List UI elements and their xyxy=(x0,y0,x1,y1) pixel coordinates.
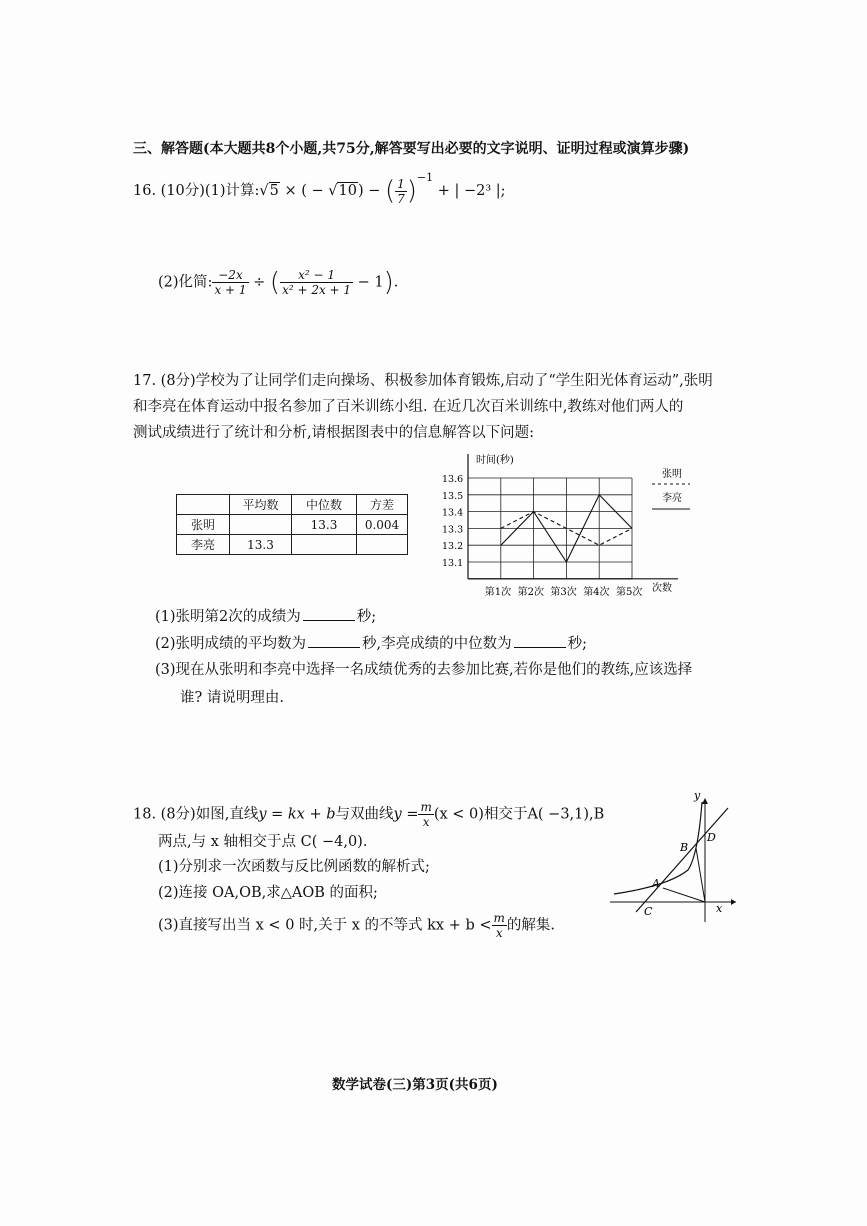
table-header-cell: 方差 xyxy=(357,495,408,515)
y-tick-label: 13.6 xyxy=(442,474,464,485)
q16-part2-prefix: (2)化简: xyxy=(158,274,213,291)
x-tick-label: 第5次 xyxy=(616,586,643,598)
q18-frac-num: m xyxy=(420,800,432,814)
q18-intro: 18. (8分)如图,直线 xyxy=(133,806,259,823)
chart-xlabel: 次数 xyxy=(652,583,672,594)
q16-part1: 16. (10分)(1)计算:√5 × ( − √10) − ( $\frac{1}{7}$ )$^{-1}$ + | −2³ |; xyxy=(133,171,506,206)
q16-prefix: 16. (10分)(1)计算: xyxy=(133,183,260,199)
chart-xticks xyxy=(485,585,643,598)
score-table xyxy=(176,494,408,555)
segment-ob xyxy=(696,848,705,902)
y-tick-label: 13.4 xyxy=(442,507,464,519)
q16-end: . xyxy=(393,274,399,291)
q18-line2: 两点,与 x 轴相交于点 C( −4,0). xyxy=(158,834,368,850)
label-b: B xyxy=(680,841,689,854)
q17-sub1-unit: 秒; xyxy=(356,609,377,625)
q17-sub2-text: (2)张明成绩的平均数为 xyxy=(155,636,307,652)
table-cell: 李亮 xyxy=(177,535,230,555)
table-cell xyxy=(357,535,408,555)
q17-line1: 17. (8分)学校为了让同学们走向操场、积极参加体育锻炼,启动了“学生阳光体育运动”,张明 xyxy=(133,373,713,389)
q17-sub1 xyxy=(155,606,376,627)
q18-frac-den: x xyxy=(422,815,430,829)
table-header-cell: 平均数 xyxy=(230,495,292,515)
label-c: C xyxy=(644,905,653,918)
table-header-cell xyxy=(177,495,230,515)
q18-yeq: y = xyxy=(393,806,419,823)
q18-line3: (1)分别求一次函数与反比例函数的解析式; xyxy=(158,859,430,875)
q18-ineq: (3)直接写出当 x < 0 时,关于 x 的不等式 kx + b < xyxy=(158,917,492,934)
y-axis-arrow xyxy=(702,798,708,804)
q16-exp: −1 xyxy=(416,171,434,184)
q18-line1 xyxy=(133,800,604,829)
page-footer: 数学试卷(三)第3页(共6页) xyxy=(332,1077,498,1093)
q16-abs: + | −2³ |; xyxy=(437,183,506,199)
q16-frac-den: 7 xyxy=(397,191,405,206)
q16-f2-den: x² + 2x + 1 xyxy=(282,283,352,297)
q17-sub3: (3)现在从张明和李亮中选择一名成绩优秀的去参加比赛,若你是他们的教练,应该选择 xyxy=(155,662,693,678)
q17-sub2 xyxy=(155,633,587,654)
y-tick-label: 13.1 xyxy=(442,558,464,569)
q18-ineq-num: m xyxy=(493,911,505,925)
q16-part2: (2)化简: $\frac{-2x}{x + 1}$ ÷ ( $\frac{\text{x² − 1}}{\text{x² + 2x + 1}}$ − 1). xyxy=(158,267,399,298)
answer-blank xyxy=(514,633,566,648)
q18-line5 xyxy=(158,911,555,940)
label-x: x xyxy=(716,902,723,915)
q17-sub3-cont: 谁? 请说明理由. xyxy=(180,690,284,706)
q16-sqrt5: 5 xyxy=(269,183,279,199)
table-cell xyxy=(230,515,292,535)
legend-label-zhangming: 张明 xyxy=(662,469,682,480)
table-row xyxy=(177,495,408,515)
q18-line-eq: y = kx + b xyxy=(258,806,336,823)
q16-f1-den: x + 1 xyxy=(214,283,247,297)
table-cell: 0.004 xyxy=(357,515,408,535)
x-tick-label: 第1次 xyxy=(484,586,512,598)
q17-line2: 和李亮在体育运动中报名参加了百米训练小组. 在近几次百米训练中,教练对他们两人的 xyxy=(133,399,684,415)
x-tick-label: 第4次 xyxy=(583,586,610,598)
q16-f2-num: x² − 1 xyxy=(280,268,353,283)
label-d: D xyxy=(707,831,716,844)
chart-ylabel: 时间(秒) xyxy=(476,455,514,466)
q18-line4: (2)连接 OA,OB,求△AOB 的面积; xyxy=(158,885,378,901)
table-cell xyxy=(292,535,357,555)
q17-sub1-text: (1)张明第2次的成绩为 xyxy=(155,609,301,625)
table-cell: 张明 xyxy=(177,515,230,535)
q16-tail: − 1 xyxy=(357,274,384,291)
y-tick-label: 13.3 xyxy=(442,524,464,536)
q18-cond: (x < 0)相交于A( −3,1),B xyxy=(433,806,605,823)
q17-sub2-unit: 秒; xyxy=(567,636,588,652)
chart-grid xyxy=(468,454,678,579)
q16-f1-num: −2x xyxy=(212,268,248,283)
y-tick-label: 13.5 xyxy=(442,490,464,502)
table-row xyxy=(177,535,408,555)
table-header-cell: 中位数 xyxy=(292,495,357,515)
table-cell: 13.3 xyxy=(292,515,357,535)
label-y: y xyxy=(694,790,701,802)
answer-blank xyxy=(303,606,355,621)
q17-sub2-text2: 秒,李亮成绩的中位数为 xyxy=(362,636,512,652)
chart-legend xyxy=(652,468,690,509)
answer-blank xyxy=(308,633,360,648)
table-cell: 13.3 xyxy=(230,535,292,555)
legend-label-liliang: 李亮 xyxy=(662,493,682,504)
x-axis-arrow xyxy=(731,899,736,905)
chart-yticks xyxy=(442,474,463,569)
table-row xyxy=(177,515,408,535)
q18-ineq-tail: 的解集. xyxy=(506,917,556,934)
q18-ineq-den: x xyxy=(495,926,503,940)
y-tick-label: 13.2 xyxy=(442,541,464,553)
q16-frac-num: 1 xyxy=(397,176,405,191)
x-tick-label: 第3次 xyxy=(550,586,577,598)
q18-text: 与双曲线 xyxy=(335,806,394,823)
label-a: A xyxy=(652,877,660,890)
q17-line3: 测试成绩进行了统计和分析,请根据图表中的信息解答以下问题: xyxy=(133,425,534,441)
training-line-chart xyxy=(430,448,700,598)
x-tick-label: 第2次 xyxy=(517,586,544,598)
line-ykxb xyxy=(636,808,728,912)
q18-function-graph xyxy=(608,790,742,925)
segment-oa xyxy=(663,888,705,902)
q16-sqrt10: 10 xyxy=(338,183,357,199)
section-header: 三、解答题(本大题共8个小题,共75分,解答要写出必要的文字说明、证明过程或演算步骤) xyxy=(133,141,690,157)
